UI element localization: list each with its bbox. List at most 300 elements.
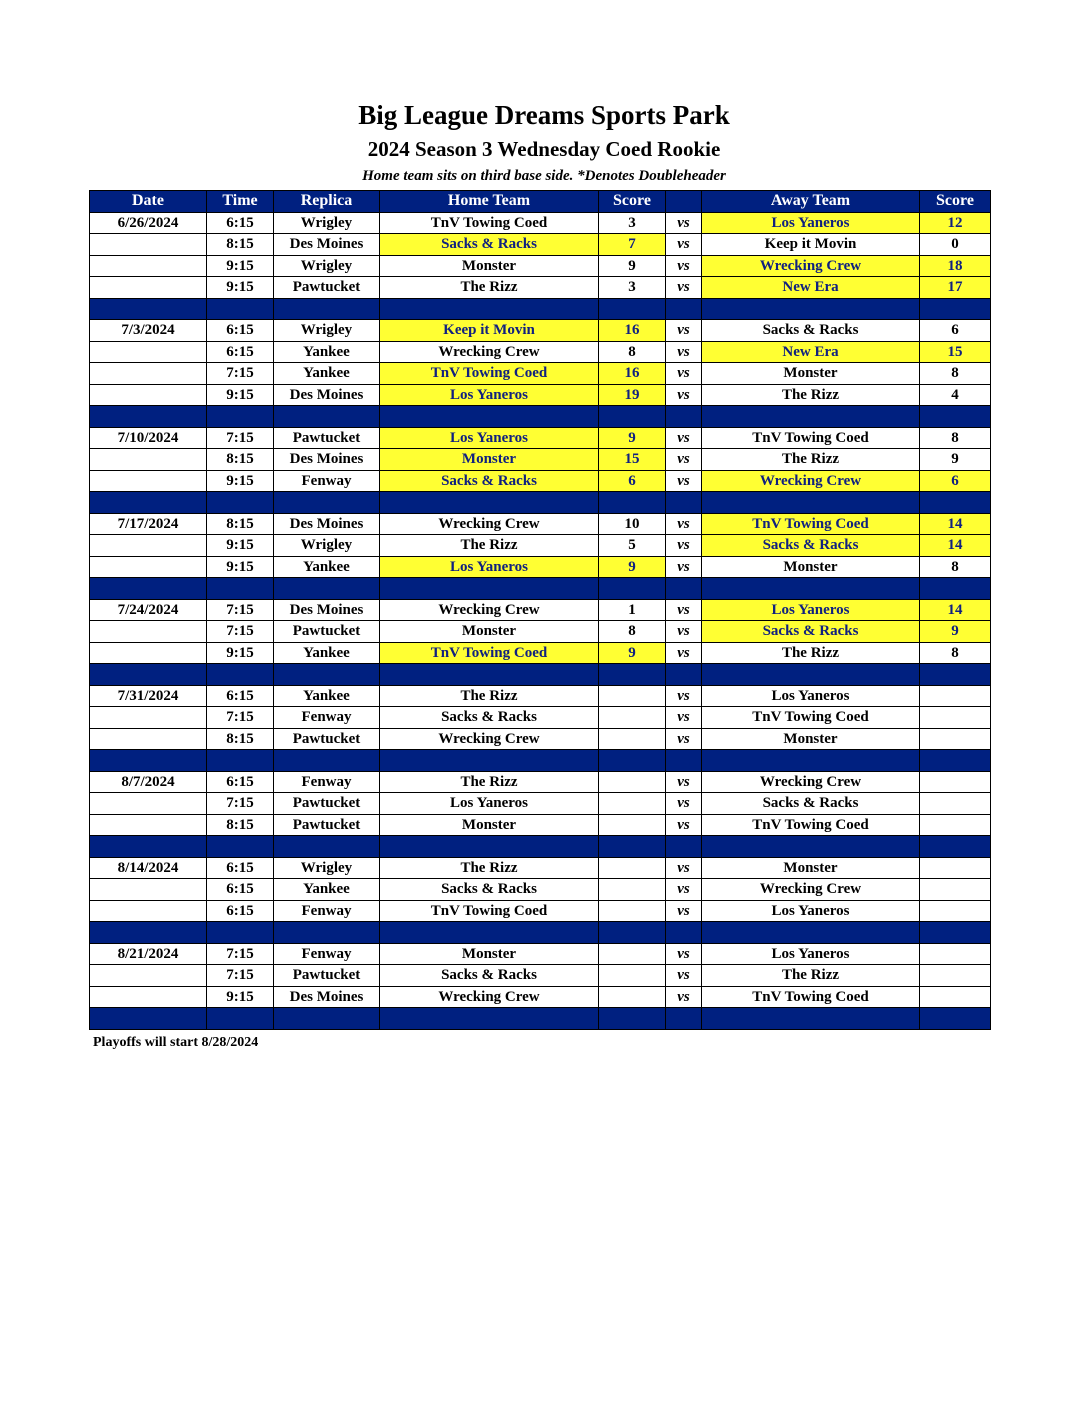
home-score [599, 857, 666, 879]
separator-cell [207, 922, 274, 944]
game-replica: Yankee [274, 341, 380, 363]
game-time: 7:15 [207, 427, 274, 449]
game-replica: Yankee [274, 879, 380, 901]
game-time: 6:15 [207, 341, 274, 363]
game-replica: Fenway [274, 470, 380, 492]
game-replica: Des Moines [274, 513, 380, 535]
vs-label: vs [666, 255, 702, 277]
separator-cell [90, 750, 207, 772]
separator-cell [920, 836, 991, 858]
away-team: Los Yaneros [702, 943, 920, 965]
col-header-vs [666, 191, 702, 213]
away-team: Wrecking Crew [702, 879, 920, 901]
away-team: Los Yaneros [702, 900, 920, 922]
home-team: TnV Towing Coed [380, 212, 599, 234]
separator-cell [702, 922, 920, 944]
separator-cell [702, 298, 920, 320]
away-team: TnV Towing Coed [702, 814, 920, 836]
home-score: 1 [599, 599, 666, 621]
vs-label: vs [666, 599, 702, 621]
game-replica: Fenway [274, 900, 380, 922]
separator-cell [380, 578, 599, 600]
game-time: 6:15 [207, 771, 274, 793]
separator-cell [599, 1008, 666, 1030]
week-separator [90, 664, 991, 686]
home-team: Wrecking Crew [380, 513, 599, 535]
away-team: The Rizz [702, 384, 920, 406]
home-score: 9 [599, 556, 666, 578]
separator-cell [702, 578, 920, 600]
home-score [599, 707, 666, 729]
vs-label: vs [666, 535, 702, 557]
away-team: TnV Towing Coed [702, 707, 920, 729]
game-date [90, 900, 207, 922]
vs-label: vs [666, 986, 702, 1008]
separator-cell [380, 922, 599, 944]
vs-label: vs [666, 900, 702, 922]
game-replica: Yankee [274, 685, 380, 707]
away-score [920, 814, 991, 836]
home-team: Sacks & Racks [380, 965, 599, 987]
home-team: Wrecking Crew [380, 728, 599, 750]
separator-cell [274, 492, 380, 514]
game-row [90, 320, 991, 342]
away-team: New Era [702, 341, 920, 363]
game-time: 8:15 [207, 728, 274, 750]
game-time: 6:15 [207, 685, 274, 707]
game-row [90, 707, 991, 729]
game-replica: Yankee [274, 556, 380, 578]
home-team: The Rizz [380, 685, 599, 707]
home-team: Monster [380, 449, 599, 471]
vs-label: vs [666, 320, 702, 342]
home-team: Los Yaneros [380, 793, 599, 815]
home-score [599, 879, 666, 901]
game-row [90, 900, 991, 922]
game-replica: Des Moines [274, 449, 380, 471]
game-time: 8:15 [207, 513, 274, 535]
game-date [90, 965, 207, 987]
game-row [90, 363, 991, 385]
home-score: 7 [599, 234, 666, 256]
separator-cell [920, 664, 991, 686]
home-team: Wrecking Crew [380, 341, 599, 363]
away-score: 8 [920, 642, 991, 664]
week-separator [90, 406, 991, 428]
separator-cell [666, 664, 702, 686]
game-date [90, 384, 207, 406]
home-score: 8 [599, 341, 666, 363]
game-replica: Wrigley [274, 320, 380, 342]
away-score: 6 [920, 320, 991, 342]
game-replica: Fenway [274, 707, 380, 729]
home-team: Monster [380, 255, 599, 277]
game-row [90, 728, 991, 750]
game-date: 7/24/2024 [90, 599, 207, 621]
home-score [599, 943, 666, 965]
game-row [90, 277, 991, 299]
col-header-date: Date [90, 191, 207, 213]
away-team: Monster [702, 556, 920, 578]
week-separator [90, 298, 991, 320]
game-replica: Fenway [274, 771, 380, 793]
game-replica: Pawtucket [274, 965, 380, 987]
game-date [90, 707, 207, 729]
game-row [90, 513, 991, 535]
col-header-home-score: Score [599, 191, 666, 213]
game-replica: Des Moines [274, 986, 380, 1008]
home-score: 6 [599, 470, 666, 492]
separator-cell [90, 492, 207, 514]
away-score [920, 771, 991, 793]
away-team: Wrecking Crew [702, 771, 920, 793]
separator-cell [666, 492, 702, 514]
game-replica: Yankee [274, 642, 380, 664]
separator-cell [207, 836, 274, 858]
away-score [920, 879, 991, 901]
separator-cell [90, 922, 207, 944]
game-replica: Pawtucket [274, 621, 380, 643]
game-date [90, 363, 207, 385]
game-replica: Pawtucket [274, 277, 380, 299]
away-team: TnV Towing Coed [702, 427, 920, 449]
game-row [90, 341, 991, 363]
separator-cell [274, 922, 380, 944]
separator-cell [380, 836, 599, 858]
away-score [920, 707, 991, 729]
separator-cell [90, 836, 207, 858]
game-replica: Wrigley [274, 255, 380, 277]
game-replica: Des Moines [274, 234, 380, 256]
home-team: The Rizz [380, 277, 599, 299]
game-date [90, 793, 207, 815]
away-team: Wrecking Crew [702, 470, 920, 492]
game-date [90, 277, 207, 299]
schedule-table [89, 190, 991, 1030]
game-date: 8/7/2024 [90, 771, 207, 793]
game-replica: Des Moines [274, 599, 380, 621]
game-time: 7:15 [207, 621, 274, 643]
game-time: 9:15 [207, 556, 274, 578]
separator-cell [599, 750, 666, 772]
vs-label: vs [666, 363, 702, 385]
separator-cell [920, 1008, 991, 1030]
separator-cell [702, 836, 920, 858]
game-date: 7/17/2024 [90, 513, 207, 535]
away-score: 17 [920, 277, 991, 299]
col-header-away-score: Score [920, 191, 991, 213]
separator-cell [90, 664, 207, 686]
vs-label: vs [666, 621, 702, 643]
separator-cell [666, 1008, 702, 1030]
away-score: 6 [920, 470, 991, 492]
separator-cell [274, 664, 380, 686]
home-team: Keep it Movin [380, 320, 599, 342]
vs-label: vs [666, 642, 702, 664]
playoffs-note: Playoffs will start 8/28/2024 [93, 1035, 259, 1050]
game-date [90, 470, 207, 492]
home-team: Los Yaneros [380, 556, 599, 578]
vs-label: vs [666, 341, 702, 363]
home-team: Sacks & Racks [380, 879, 599, 901]
game-time: 9:15 [207, 535, 274, 557]
away-team: The Rizz [702, 965, 920, 987]
game-replica: Des Moines [274, 384, 380, 406]
game-time: 7:15 [207, 599, 274, 621]
game-replica: Pawtucket [274, 793, 380, 815]
away-team: Sacks & Racks [702, 320, 920, 342]
game-date [90, 255, 207, 277]
game-row [90, 212, 991, 234]
game-time: 7:15 [207, 363, 274, 385]
game-time: 7:15 [207, 965, 274, 987]
away-score: 14 [920, 599, 991, 621]
away-team: Monster [702, 363, 920, 385]
game-row [90, 642, 991, 664]
separator-cell [702, 750, 920, 772]
away-team: Los Yaneros [702, 212, 920, 234]
away-score: 14 [920, 535, 991, 557]
away-score [920, 900, 991, 922]
home-score: 5 [599, 535, 666, 557]
away-score: 15 [920, 341, 991, 363]
separator-cell [599, 298, 666, 320]
separator-cell [274, 406, 380, 428]
home-score: 16 [599, 320, 666, 342]
away-score [920, 943, 991, 965]
vs-label: vs [666, 685, 702, 707]
home-score [599, 965, 666, 987]
vs-label: vs [666, 793, 702, 815]
game-row [90, 621, 991, 643]
home-score [599, 814, 666, 836]
game-time: 6:15 [207, 212, 274, 234]
separator-cell [702, 664, 920, 686]
home-score [599, 986, 666, 1008]
separator-cell [90, 578, 207, 600]
separator-cell [380, 406, 599, 428]
vs-label: vs [666, 771, 702, 793]
away-score: 9 [920, 449, 991, 471]
away-score: 0 [920, 234, 991, 256]
game-date [90, 986, 207, 1008]
separator-cell [666, 578, 702, 600]
home-team: Monster [380, 943, 599, 965]
away-score: 4 [920, 384, 991, 406]
separator-cell [702, 492, 920, 514]
home-score: 9 [599, 255, 666, 277]
home-team: Sacks & Racks [380, 234, 599, 256]
separator-cell [207, 492, 274, 514]
separator-cell [920, 406, 991, 428]
game-time: 7:15 [207, 793, 274, 815]
home-score: 9 [599, 642, 666, 664]
game-date [90, 814, 207, 836]
away-score: 12 [920, 212, 991, 234]
separator-cell [920, 298, 991, 320]
home-team: Los Yaneros [380, 384, 599, 406]
separator-cell [666, 922, 702, 944]
vs-label: vs [666, 427, 702, 449]
game-time: 9:15 [207, 986, 274, 1008]
home-score [599, 771, 666, 793]
schedule-note: Home team sits on third base side. *Denotes Doubleheader [362, 168, 726, 184]
game-row [90, 685, 991, 707]
game-row [90, 986, 991, 1008]
game-row [90, 771, 991, 793]
separator-cell [666, 836, 702, 858]
separator-cell [380, 1008, 599, 1030]
away-team: Los Yaneros [702, 685, 920, 707]
away-score [920, 986, 991, 1008]
away-score: 9 [920, 621, 991, 643]
game-date [90, 449, 207, 471]
game-replica: Fenway [274, 943, 380, 965]
away-score [920, 728, 991, 750]
game-row [90, 255, 991, 277]
separator-cell [207, 664, 274, 686]
game-time: 6:15 [207, 320, 274, 342]
separator-cell [666, 298, 702, 320]
game-row [90, 793, 991, 815]
game-replica: Wrigley [274, 212, 380, 234]
game-row [90, 234, 991, 256]
separator-cell [274, 298, 380, 320]
away-team: Wrecking Crew [702, 255, 920, 277]
vs-label: vs [666, 277, 702, 299]
game-date [90, 341, 207, 363]
away-score: 18 [920, 255, 991, 277]
vs-label: vs [666, 384, 702, 406]
week-separator [90, 1008, 991, 1030]
game-date [90, 556, 207, 578]
game-replica: Wrigley [274, 857, 380, 879]
vs-label: vs [666, 728, 702, 750]
separator-cell [702, 406, 920, 428]
home-team: TnV Towing Coed [380, 900, 599, 922]
col-header-away-team: Away Team [702, 191, 920, 213]
away-team: Keep it Movin [702, 234, 920, 256]
home-team: The Rizz [380, 535, 599, 557]
game-row [90, 879, 991, 901]
game-date: 6/26/2024 [90, 212, 207, 234]
away-team: Sacks & Racks [702, 535, 920, 557]
game-date: 7/3/2024 [90, 320, 207, 342]
game-date [90, 234, 207, 256]
separator-cell [599, 406, 666, 428]
game-time: 8:15 [207, 234, 274, 256]
game-replica: Wrigley [274, 535, 380, 557]
away-score: 8 [920, 427, 991, 449]
game-row [90, 599, 991, 621]
game-time: 7:15 [207, 707, 274, 729]
separator-cell [274, 836, 380, 858]
away-score [920, 965, 991, 987]
away-team: The Rizz [702, 449, 920, 471]
game-date [90, 642, 207, 664]
separator-cell [599, 664, 666, 686]
home-team: The Rizz [380, 857, 599, 879]
game-time: 9:15 [207, 642, 274, 664]
away-score [920, 685, 991, 707]
game-row [90, 943, 991, 965]
away-team: Sacks & Racks [702, 793, 920, 815]
game-date [90, 621, 207, 643]
away-team: TnV Towing Coed [702, 986, 920, 1008]
game-replica: Pawtucket [274, 427, 380, 449]
game-row [90, 965, 991, 987]
separator-cell [90, 406, 207, 428]
away-team: New Era [702, 277, 920, 299]
away-score: 8 [920, 363, 991, 385]
week-separator [90, 492, 991, 514]
game-date [90, 728, 207, 750]
away-team: Monster [702, 857, 920, 879]
separator-cell [274, 578, 380, 600]
separator-cell [207, 578, 274, 600]
home-team: The Rizz [380, 771, 599, 793]
vs-label: vs [666, 814, 702, 836]
away-team: Los Yaneros [702, 599, 920, 621]
game-replica: Pawtucket [274, 814, 380, 836]
home-score [599, 685, 666, 707]
week-separator [90, 836, 991, 858]
home-score [599, 793, 666, 815]
separator-cell [274, 750, 380, 772]
separator-cell [920, 492, 991, 514]
away-score: 14 [920, 513, 991, 535]
separator-cell [380, 492, 599, 514]
separator-cell [599, 922, 666, 944]
vs-label: vs [666, 556, 702, 578]
separator-cell [599, 492, 666, 514]
game-time: 8:15 [207, 814, 274, 836]
home-score: 3 [599, 277, 666, 299]
vs-label: vs [666, 513, 702, 535]
separator-cell [207, 1008, 274, 1030]
vs-label: vs [666, 234, 702, 256]
home-team: Monster [380, 621, 599, 643]
vs-label: vs [666, 470, 702, 492]
away-team: Sacks & Racks [702, 621, 920, 643]
separator-cell [380, 664, 599, 686]
game-time: 9:15 [207, 277, 274, 299]
schedule-body [90, 212, 991, 1029]
separator-cell [599, 578, 666, 600]
away-team: Monster [702, 728, 920, 750]
home-score: 19 [599, 384, 666, 406]
vs-label: vs [666, 879, 702, 901]
separator-cell [207, 406, 274, 428]
home-team: Wrecking Crew [380, 599, 599, 621]
game-row [90, 556, 991, 578]
game-time: 9:15 [207, 470, 274, 492]
week-separator [90, 578, 991, 600]
game-time: 6:15 [207, 857, 274, 879]
game-row [90, 449, 991, 471]
game-row [90, 470, 991, 492]
home-score: 10 [599, 513, 666, 535]
separator-cell [90, 1008, 207, 1030]
home-team: Sacks & Racks [380, 707, 599, 729]
game-row [90, 384, 991, 406]
game-row [90, 857, 991, 879]
away-team: TnV Towing Coed [702, 513, 920, 535]
game-date [90, 535, 207, 557]
separator-cell [207, 298, 274, 320]
home-score: 3 [599, 212, 666, 234]
game-time: 9:15 [207, 255, 274, 277]
